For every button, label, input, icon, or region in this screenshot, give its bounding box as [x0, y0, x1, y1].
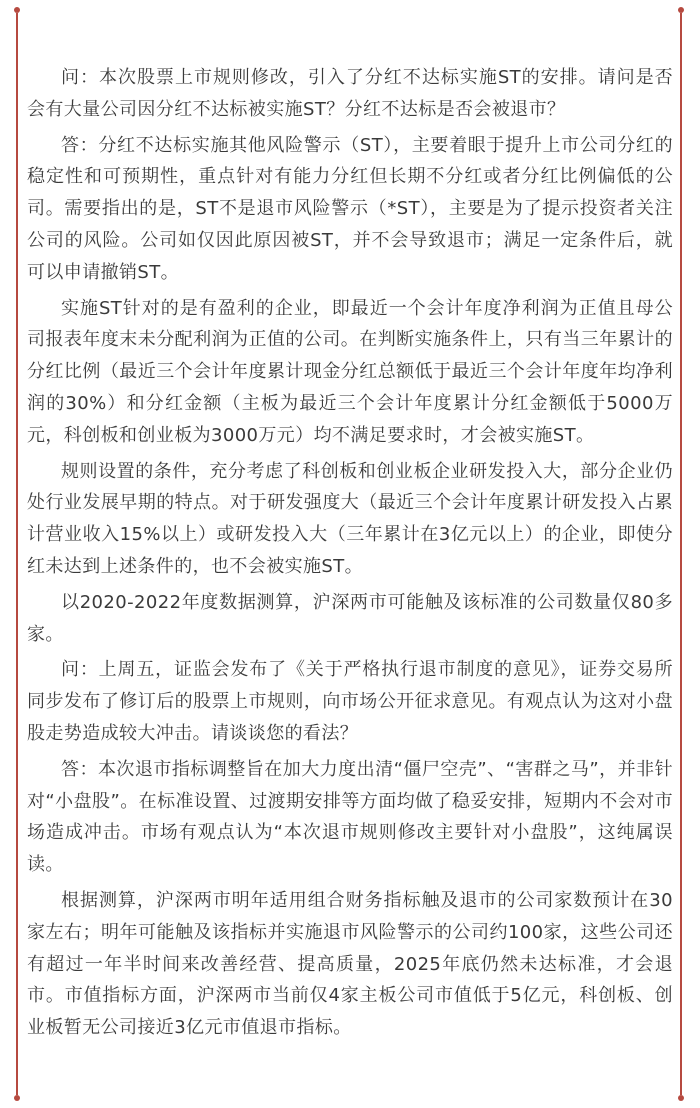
article-body: [27, 62, 673, 1048]
paragraph-answer-2: 答：本次退市指标调整旨在加大力度出清“僵尸空壳”、“害群之马”，并非针对“小盘股”。在标准设置、过渡期安排等方面均做了稳妥安排，短期内不会对市场造成冲击。市场有观点认为“本次退市规则修改主要针对小盘股”，这纯属误读。: [27, 758, 673, 876]
paragraph-answer-1: 答：分红不达标实施其他风险警示（ST），主要着眼于提升上市公司分红的稳定性和可预期性，重点针对有能力分红但长期不分红或者分红比例偏低的公司。需要指出的是，ST不是退市风险警示（*ST），主要是为了提示投资者关注公司的风险。公司如仅因此原因被ST，并不会导致退市；满足一定条件后，就可以申请撤销ST。: [27, 134, 673, 283]
paragraph-delisting-estimate: 根据测算，沪深两市明年适用组合财务指标触及退市的公司家数预计在30家左右；明年可能触及该指标并实施退市风险警示的公司约100家，这些公司还有超过一年半时间来改善经营、提高质量，2025年底仍然未达标准，才会退市。市值指标方面，沪深两市当前仅4家主板公司市值低于5亿元，科创板、创业板暂无公司接近3亿元市值退市指标。: [27, 889, 673, 1039]
frame-dot-top-right: [678, 7, 684, 13]
paragraph-question-2: 问：上周五，证监会发布了《关于严格执行退市制度的意见》，证券交易所同步发布了修订后的股票上市规则，向市场公开征求意见。有观点认为这对小盘股走势造成较大冲击。请谈谈您的看法？: [27, 659, 673, 744]
paragraph-st-criteria: 实施ST针对的是有盈利的企业，即最近一个会计年度净利润为正值且母公司报表年度末未分配利润为正值的公司。在判断实施条件上，只有当三年累计的分红比例（最近三个会计年度累计现金分红总额低于最近三个会计年度年均净利润的30%）和分红金额（主板为最近三个会计年度累计分红金额低于5000万元，科创板和创业板为3000万元）均不满足要求时，才会被实施ST。: [27, 297, 673, 446]
frame-dot-bottom-right: [678, 1095, 684, 1101]
paragraph-question-1: 问：本次股票上市规则修改，引入了分红不达标实施ST的安排。请问是否会有大量公司因分红不达标被实施ST？分红不达标是否会被退市？: [27, 67, 673, 120]
paragraph-rd-exemption: 规则设置的条件，充分考虑了科创板和创业板企业研发投入大，部分企业仍处行业发展早期的特点。对于研发强度大（最近三个会计年度累计研发投入占累计营业收入15%以上）或研发投入大（三年累计在3亿元以上）的企业，即使分红未达到上述条件的，也不会被实施ST。: [27, 460, 673, 577]
paragraph-estimate: 以2020-2022年度数据测算，沪深两市可能触及该标准的公司数量仅80多家。: [27, 591, 673, 645]
